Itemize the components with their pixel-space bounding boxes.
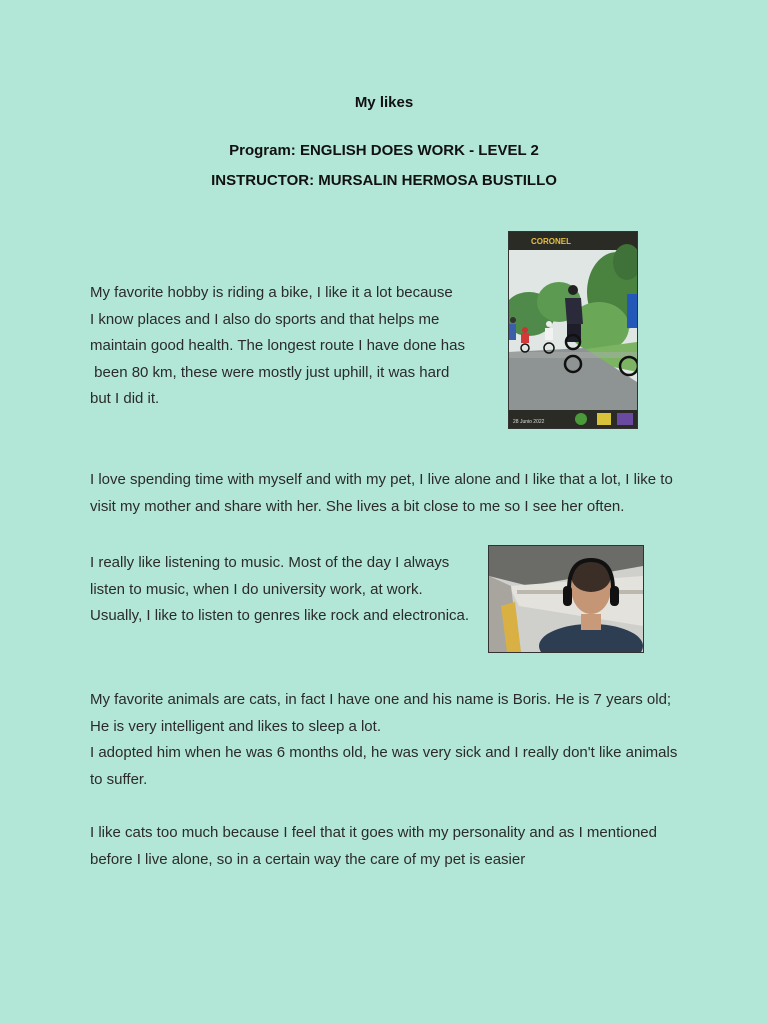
hobby-line: but I did it. xyxy=(90,390,160,408)
instructor-heading: INSTRUCTOR: MURSALIN HERMOSA BUSTILLO xyxy=(211,172,557,189)
cats-paragraph xyxy=(90,820,657,873)
cats-line: before I live alone, so in a certain way the care of my pet is easier xyxy=(90,850,526,868)
hobby-paragraph xyxy=(90,280,465,413)
page-title: My likes xyxy=(354,94,414,111)
animals-line: to suffer. xyxy=(90,770,148,788)
animals-line: He is very intelligent and likes to sleep a lot. xyxy=(90,717,381,735)
music-line: Usually, I like to listen to genres like rock and electronica. xyxy=(90,607,470,625)
animals-line: I adopted him when he was 6 months old, he was very sick and I really don't like animals xyxy=(90,744,678,762)
animals-paragraph xyxy=(90,687,677,793)
music-paragraph xyxy=(90,550,469,630)
hobby-line: My favorite hobby is riding a bike, I like it a lot because xyxy=(90,284,453,301)
bike-banner-text: CORONEL xyxy=(531,237,571,246)
hobby-line: been 80 km, these were mostly just uphill, it was hard xyxy=(90,363,450,381)
pet-time-line: I love spending time with myself and with my pet, I live alone and I like that a lot, I like to xyxy=(90,471,673,488)
music-line: I really like listening to music. Most of the day I always xyxy=(90,554,450,571)
hobby-line: maintain good health. The longest route I have done has xyxy=(90,337,465,355)
headphones-photo xyxy=(488,545,644,653)
hobby-line: I know places and I also do sports and that helps me xyxy=(90,310,440,328)
cycling-photo xyxy=(508,231,638,429)
cats-line: I like cats too much because I feel that it goes with my personality and as I mentioned xyxy=(90,824,657,841)
program-heading: Program: ENGLISH DOES WORK - LEVEL 2 xyxy=(229,142,539,159)
animals-line: My favorite animals are cats, in fact I have one and his name is Boris. He is 7 years old; xyxy=(90,691,672,708)
pet-time-paragraph xyxy=(90,467,673,520)
bike-footer-text: 28 Junio 2022 xyxy=(513,419,545,425)
music-line: listen to music, when I do university work, at work. xyxy=(90,580,423,598)
pet-time-line: visit my mother and share with her. She lives a bit close to me so I see her often. xyxy=(90,497,625,515)
